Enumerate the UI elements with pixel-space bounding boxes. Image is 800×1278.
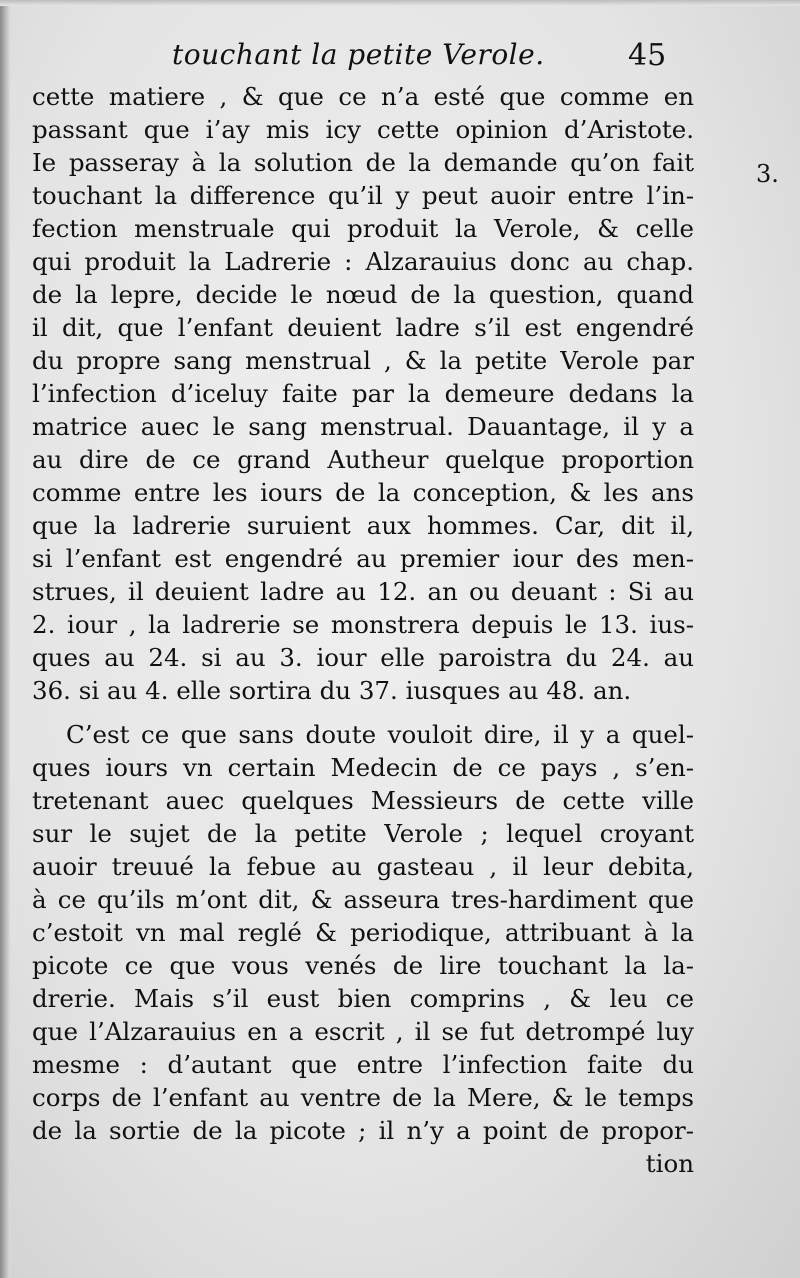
text-line: de la sortie de la picote ; il n’y a point de propor-: [32, 1116, 694, 1145]
text-line: tretenant auec quelques Messieurs de cette ville: [32, 786, 694, 815]
text-line: passant que i’ay mis icy cette opinion d’Aristote.: [32, 115, 694, 144]
text-line: auoir treuué la febue au gasteau , il leur debita,: [32, 852, 694, 881]
text-line: ques iours vn certain Medecin de ce pays , s’en-: [32, 753, 694, 782]
margin-note: 3.: [756, 160, 779, 188]
text-line: drerie. Mais s’il eust bien comprins , & leu ce: [32, 984, 694, 1013]
text-line: que l’Alzarauius en a escrit , il se fut detrompé luy: [32, 1017, 694, 1046]
running-head: touchant la petite Verole.: [172, 38, 545, 71]
text-line: touchant la difference qu’il y peut auoir entre l’in-: [32, 181, 694, 210]
catchword: tion: [645, 1149, 694, 1178]
text-line: Ie passeray à la solution de la demande qu’on fait: [32, 148, 694, 177]
text-line: fection menstruale qui produit la Verole, & celle: [32, 214, 694, 243]
text-line: strues, il deuient ladre au 12. an ou deuant : Si au: [32, 577, 694, 606]
text-line: 2. iour , la ladrerie se monstrera depuis le 13. ius-: [32, 610, 694, 639]
text-line: du propre sang menstrual , & la petite Verole par: [32, 346, 694, 375]
text-line: comme entre les iours de la conception, & les ans: [32, 478, 694, 507]
text-line: picote ce que vous venés de lire touchant la la-: [32, 951, 694, 980]
text-line: qui produit la Ladrerie : Alzarauius donc au chap.: [32, 247, 694, 276]
text-line: à ce qu’ils m’ont dit, & asseura tres-hardiment que: [32, 885, 694, 914]
text-line: que la ladrerie suruient aux hommes. Car, dit il,: [32, 511, 694, 540]
text-line: de la lepre, decide le nœud de la question, quand: [32, 280, 694, 309]
text-line: au dire de ce grand Autheur quelque proportion: [32, 445, 694, 474]
text-line: corps de l’enfant au ventre de la Mere, & le temps: [32, 1083, 694, 1112]
text-line: ques au 24. si au 3. iour elle paroistra du 24. au: [32, 643, 694, 672]
text-line: matrice auec le sang menstrual. Dauantage, il y a: [32, 412, 694, 441]
page-gutter-shadow: [0, 0, 10, 1278]
text-line: 36. si au 4. elle sortira du 37. iusques au 48. an.: [32, 676, 632, 705]
text-line: c’estoit vn mal reglé & periodique, attribuant à la: [32, 918, 694, 947]
page-top-shadow: [0, 0, 800, 6]
paragraph-first-line: C’est ce que sans doute vouloit dire, il y a quel-: [66, 720, 694, 749]
text-line: si l’enfant est engendré au premier iour des men-: [32, 544, 694, 573]
text-line: sur le sujet de la petite Verole ; lequel croyant: [32, 819, 694, 848]
text-line: il dit, que l’enfant deuient ladre s’il est engendré: [32, 313, 694, 342]
text-line: mesme : d’autant que entre l’infection faite du: [32, 1050, 694, 1079]
text-line: cette matiere , & que ce n’a esté que comme en: [32, 82, 694, 111]
text-line: l’infection d’iceluy faite par la demeure dedans la: [32, 379, 694, 408]
page-number: 45: [628, 38, 667, 73]
